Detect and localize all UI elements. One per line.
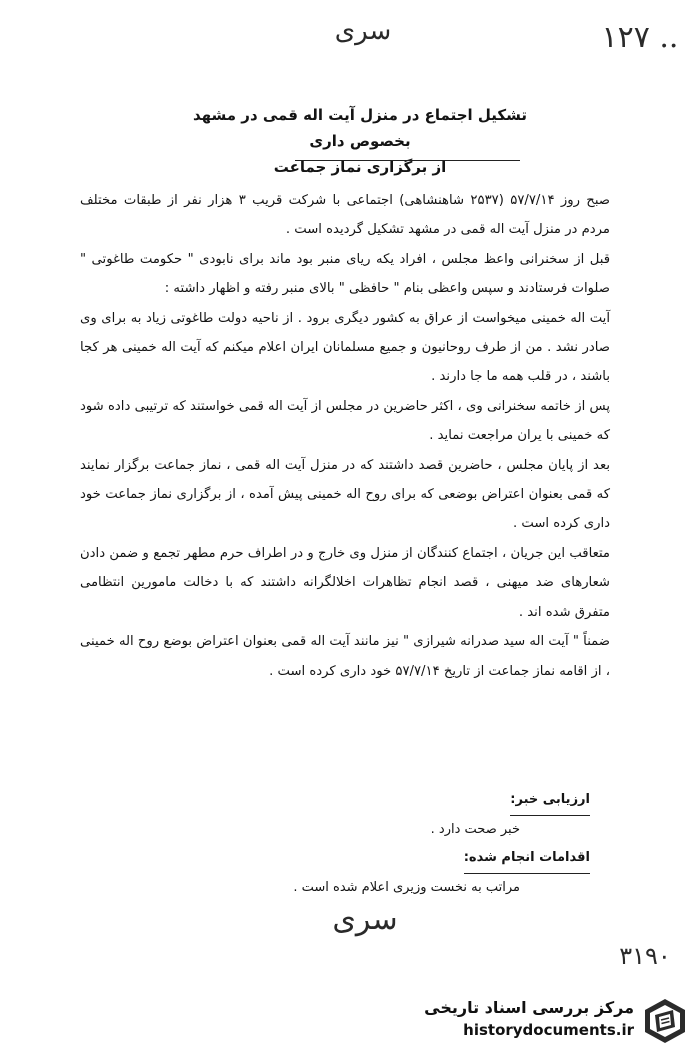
assessment-section xyxy=(250,786,590,902)
actions-label: اقدامات انجام شده: xyxy=(464,844,590,874)
classification-stamp-bottom: سری xyxy=(332,902,398,937)
document-title xyxy=(160,102,560,180)
archive-url: historydocuments.ir xyxy=(463,1021,634,1039)
assessment-label: ارزیابی خبر: xyxy=(510,786,590,816)
file-number: ۳۱۹۰ xyxy=(619,942,671,970)
body-paragraph: صبح روز ۵۷/۷/۱۴ (۲۵۳۷ شاهنشاهی) اجتماعی با شرکت قریب ۳ هزار نفر از طبقات مختلف مردم در منزل آیت اله قمی در مشهد تشکیل گردیده است . xyxy=(80,193,610,238)
title-line-2: از برگزاری نماز جماعت xyxy=(273,158,447,176)
title-line-1: تشکیل اجتماع در منزل آیت اله قمی در مشهد بخصوص داری xyxy=(192,106,528,150)
body-paragraph: متعاقب این جریان ، اجتماع کنندگان از منزل وی خارج و در اطراف حرم مطهر تجمع و ضمن دادن شعارهای ضد میهنی ، قصد انجام تظاهرات اخلالگرانه داشتند که با دخالت مامورین انتظامی متفرق شده اند . xyxy=(80,545,610,620)
report-body xyxy=(80,186,610,686)
body-paragraph: ضمناً " آیت اله سید صدرانه شیرازی " نیز مانند آیت اله قمی بعنوان اعتراض بوضع روح اله خمینی ، از اقامه نماز جماعت از تاریخ ۵۷/۷/۱۴ خود داری کرده است . xyxy=(80,634,610,679)
body-paragraph: بعد از پایان مجلس ، حاضرین قصد داشتند که در منزل آیت اله قمی ، نماز جماعت برگزار نمایند که قمی بعنوان اعتراض بوضعی که برای روح اله خمینی پیش آمده ، از برگزاری نماز جماعت خود داری کرده است . xyxy=(80,457,610,532)
assessment-value: خبر صحت دارد . xyxy=(430,822,520,837)
body-paragraph: قبل از سخنرانی واعظ مجلس ، افراد یکه ریای منبر بود ماند برای نابودی " حکومت طاغوتی " صلوات فرستادند و سپس واعظی بنام " حافظی " بالای منبر رفته و اظهار داشته : xyxy=(80,251,610,297)
archive-name: مرکز بررسی اسناد تاریخی xyxy=(424,998,634,1017)
body-paragraph: آیت اله خمینی میخواست از عراق به کشور دیگری برود . از ناحیه دولت طاغوتی زیاد به برای وی صادر نشد . من از طرف روحانیون و جمیع مسلمانان ایران اعلام میکنم که آیت اله خمینی هر کجا باشند ، در قلب همه ما جا دارند . xyxy=(80,310,610,385)
document-number: ۱۲۷ .. xyxy=(601,20,679,55)
archive-watermark xyxy=(418,996,696,1046)
classification-stamp-top: سری xyxy=(334,16,392,46)
title-underline xyxy=(295,160,520,161)
body-paragraph: پس از خاتمه سخنرانی وی ، اکثر حاضرین در مجلس از آیت اله قمی خواستند که ترتیبی داده شود که خمینی با یران مراجعت نماید . xyxy=(80,398,610,444)
archive-logo-icon xyxy=(640,996,690,1046)
actions-value: مراتب به نخست وزیری اعلام شده است . xyxy=(293,880,520,895)
